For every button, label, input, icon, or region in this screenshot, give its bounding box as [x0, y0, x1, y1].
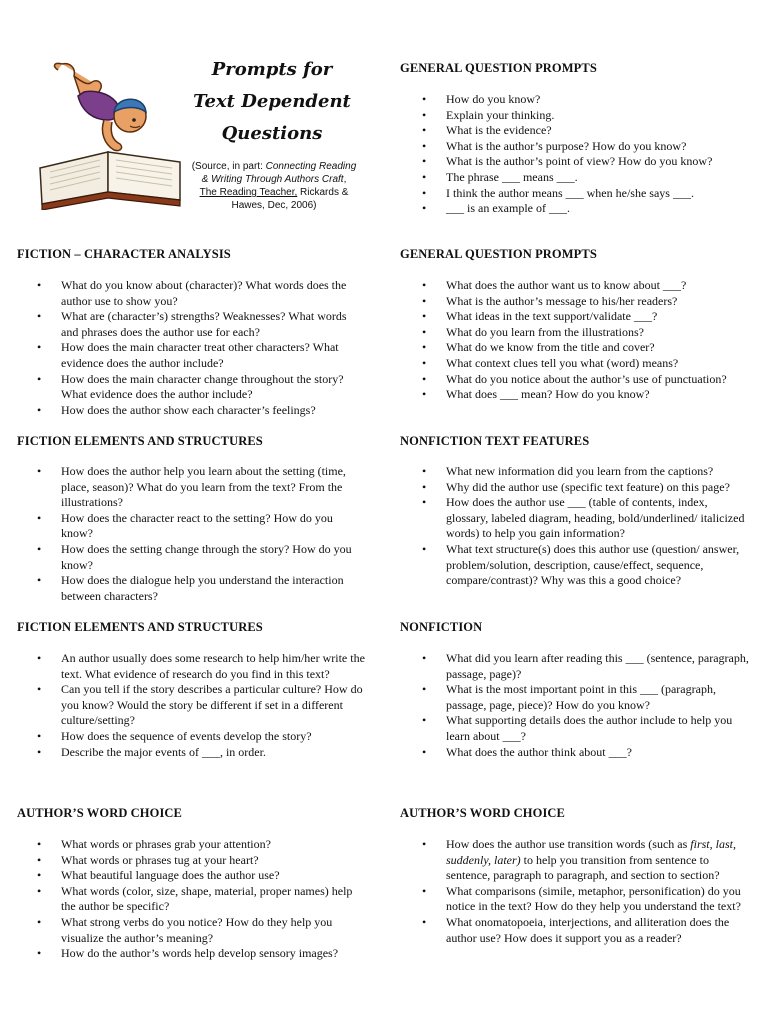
list-item: • What did you learn after reading this ___ (sentence, paragraph, passage, page)?	[446, 651, 751, 682]
list-item: • ___ is an example of ___.	[446, 201, 751, 217]
list-item: • What is the author’s purpose? How do you know?	[446, 139, 751, 155]
list-item: • What words (color, size, shape, material, proper names) help the author be specific?	[61, 884, 366, 915]
list-item: • I think the author means ___ when he/she says ___.	[446, 186, 751, 202]
list-item: • What beautiful language does the author use?	[61, 868, 366, 884]
list-item: • What is the most important point in this ___ (paragraph, passage, page, piece)? How do you know?	[446, 682, 751, 713]
list-item: • What does the author want us to know about ___?	[446, 278, 751, 294]
page-title	[186, 54, 358, 150]
list-item: • What strong verbs do you notice? How do they help you visualize the author’s meaning?	[61, 915, 366, 946]
list-item: • What is the evidence?	[446, 123, 751, 139]
list-item: • How does the main character treat other characters? What evidence does the author include?	[61, 340, 366, 371]
fiction-elements-2-list	[61, 651, 366, 760]
list-item: • What does the author think about ___?	[446, 745, 751, 761]
list-item: • How does the author use transition words (such as first, last, suddenly, later) to help you transition from sentence to sentence, paragraph to paragraph, and section to section?	[446, 837, 751, 884]
list-item: • How does the main character change throughout the story? What evidence does the author include?	[61, 372, 366, 403]
list-item: • How do you know?	[446, 92, 751, 108]
list-item: • What does ___ mean? How do you know?	[446, 387, 751, 403]
list-item: • How does the author help you learn about the setting (time, place, season)? What do you learn from the text? From the illustrations?	[61, 464, 366, 511]
list-item: • Describe the major events of ___, in order.	[61, 745, 366, 761]
nonfiction-features-list	[446, 464, 751, 589]
list-item: • What context clues tell you what (word) means?	[446, 356, 751, 372]
word-choice-right-list	[446, 837, 751, 946]
list-item: • An author usually does some research to help him/her write the text. What evidence of research do you find in this text?	[61, 651, 366, 682]
list-item: • How does the setting change through the story? How do you know?	[61, 542, 366, 573]
section-heading-nonfiction-features: NONFICTION TEXT FEATURES	[400, 434, 590, 448]
word-choice-left-list	[61, 837, 366, 962]
list-item: • Explain your thinking.	[446, 108, 751, 124]
list-item: • What comparisons (simile, metaphor, personification) do you notice in the text? How do they help you understand the text?	[446, 884, 751, 915]
list-item: • What new information did you learn from the captions?	[446, 464, 751, 480]
list-item: • How does the character react to the setting? How do you know?	[61, 511, 366, 542]
section-heading-general-1: GENERAL QUESTION PROMPTS	[400, 61, 597, 75]
list-item: • How does the sequence of events develop the story?	[61, 729, 366, 745]
list-item: • What words or phrases grab your attention?	[61, 837, 366, 853]
section-heading-fiction-elements-1: FICTION ELEMENTS AND STRUCTURES	[17, 434, 263, 448]
section-heading-fiction-character: FICTION – CHARACTER ANALYSIS	[17, 247, 231, 261]
list-item: • What do you know about (character)? What words does the author use to show you?	[61, 278, 366, 309]
title-line-3: Questions	[221, 123, 323, 144]
general-1-list	[446, 92, 751, 217]
list-item: • What onomatopoeia, interjections, and alliteration does the author use? How does it support you as a reader?	[446, 915, 751, 946]
title-line-2: Text Dependent	[193, 91, 351, 112]
list-item: • What ideas in the text support/validate ___?	[446, 309, 751, 325]
section-heading-word-choice-left: AUTHOR’S WORD CHOICE	[17, 806, 182, 820]
general-2-list	[446, 278, 751, 403]
reading-child-clipart	[34, 60, 188, 210]
list-item: • What do we know from the title and cover?	[446, 340, 751, 356]
list-item: • What words or phrases tug at your heart?	[61, 853, 366, 869]
list-item: • What do you learn from the illustrations?	[446, 325, 751, 341]
section-heading-fiction-elements-2: FICTION ELEMENTS AND STRUCTURES	[17, 620, 263, 634]
section-heading-word-choice-right: AUTHOR’S WORD CHOICE	[400, 806, 565, 820]
nonfiction-list	[446, 651, 751, 760]
list-item: • How does the author show each character’s feelings?	[61, 403, 366, 419]
section-heading-general-2: GENERAL QUESTION PROMPTS	[400, 247, 597, 261]
list-item: • What text structure(s) does this author use (question/ answer, problem/solution, description, cause/effect, sequence, compare/contrast)? Why was this a good choice?	[446, 542, 751, 589]
list-item: • What are (character’s) strengths? Weaknesses? What words and phrases does the author use for each?	[61, 309, 366, 340]
list-item: • How does the dialogue help you understand the interaction between characters?	[61, 573, 366, 604]
list-item: • How does the author use ___ (table of contents, index, glossary, labeled diagram, heading, bold/underlined/ italicized words) to help you gain information?	[446, 495, 751, 542]
title-line-1: Prompts for	[211, 59, 333, 80]
list-item: • What is the author’s message to his/her readers?	[446, 294, 751, 310]
list-item: • What supporting details does the author include to help you learn about ___?	[446, 713, 751, 744]
list-item: • How do the author’s words help develop sensory images?	[61, 946, 366, 962]
list-item: • Can you tell if the story describes a particular culture? How do you know? Would the story be different if set in a different culture/setting?	[61, 682, 366, 729]
list-item: • Why did the author use (specific text feature) on this page?	[446, 480, 751, 496]
list-item: • What is the author’s point of view? How do you know?	[446, 154, 751, 170]
source-citation: (Source, in part: Connecting Reading & Writing Through Authors Craft, The Reading Teacher, Rickards & Hawes, Dec, 2006)	[191, 161, 357, 211]
fiction-elements-1-list	[61, 464, 366, 604]
section-heading-nonfiction: NONFICTION	[400, 620, 483, 634]
list-item: • What do you notice about the author’s use of punctuation?	[446, 372, 751, 388]
fiction-character-list	[61, 278, 366, 418]
list-item: • The phrase ___ means ___.	[446, 170, 751, 186]
